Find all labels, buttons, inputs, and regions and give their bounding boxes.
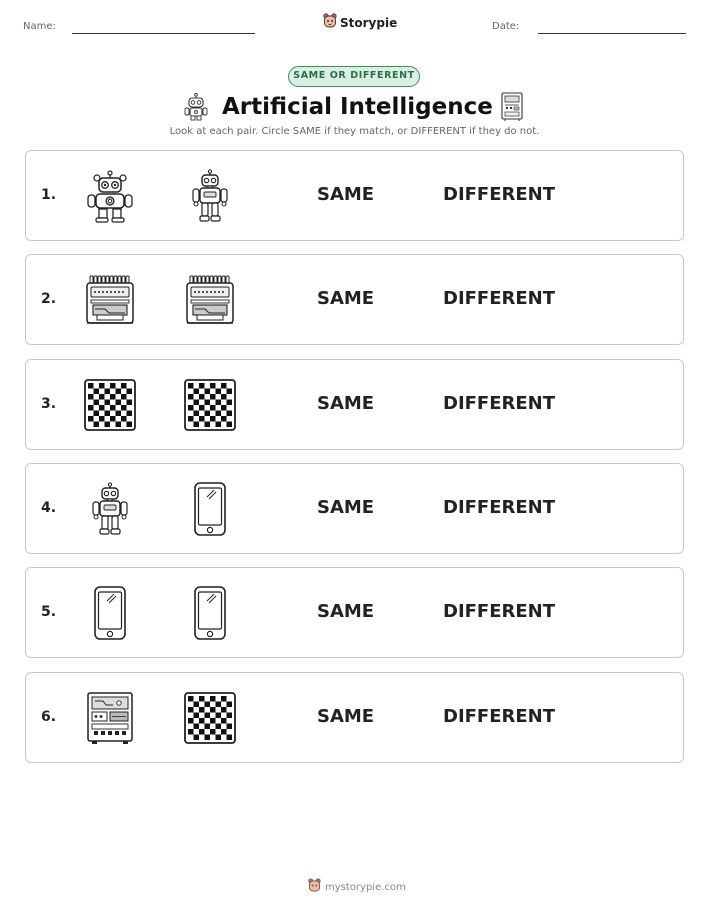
different-option[interactable]: DIFFERENT bbox=[443, 288, 556, 309]
circuit-board-icon bbox=[83, 691, 137, 745]
chessboard-icon bbox=[83, 378, 137, 432]
computer-icon bbox=[83, 273, 137, 327]
chessboard-icon bbox=[183, 691, 237, 745]
date-line[interactable] bbox=[538, 33, 686, 34]
smartphone-icon bbox=[183, 482, 237, 536]
same-option[interactable]: SAME bbox=[317, 393, 375, 414]
instructions: Look at each pair. Circle SAME if they match, or DIFFERENT if they do not. bbox=[169, 126, 540, 137]
smartphone-icon bbox=[183, 586, 237, 640]
question-row bbox=[25, 672, 684, 763]
different-option[interactable]: DIFFERENT bbox=[443, 184, 556, 205]
humanoid-robot-icon bbox=[183, 169, 237, 223]
different-option[interactable]: DIFFERENT bbox=[443, 706, 556, 727]
date-label: Date: bbox=[492, 21, 520, 32]
question-number: 1. bbox=[41, 187, 57, 203]
same-option[interactable]: SAME bbox=[317, 497, 375, 518]
question-row bbox=[25, 359, 684, 450]
title-robot-icon bbox=[183, 93, 209, 125]
page-title: Artificial Intelligence bbox=[222, 94, 493, 120]
same-option[interactable]: SAME bbox=[317, 288, 375, 309]
different-option[interactable]: DIFFERENT bbox=[443, 601, 556, 622]
different-option[interactable]: DIFFERENT bbox=[443, 393, 556, 414]
storypie-logo-icon bbox=[308, 878, 321, 896]
same-option[interactable]: SAME bbox=[317, 184, 375, 205]
title-circuit-board-icon bbox=[500, 92, 524, 126]
question-number: 4. bbox=[41, 500, 57, 516]
storypie-logo-icon bbox=[323, 13, 337, 33]
question-row bbox=[25, 150, 684, 241]
question-number: 6. bbox=[41, 709, 57, 725]
same-option[interactable]: SAME bbox=[317, 601, 375, 622]
same-option[interactable]: SAME bbox=[317, 706, 375, 727]
different-option[interactable]: DIFFERENT bbox=[443, 497, 556, 518]
question-number: 5. bbox=[41, 604, 57, 620]
worksheet-type-badge: SAME OR DIFFERENT bbox=[288, 66, 420, 87]
footer bbox=[308, 878, 406, 896]
question-number: 2. bbox=[41, 291, 57, 307]
smartphone-icon bbox=[83, 586, 137, 640]
name-label: Name: bbox=[23, 21, 56, 32]
robot-icon bbox=[83, 169, 137, 223]
computer-icon bbox=[183, 273, 237, 327]
question-row bbox=[25, 567, 684, 658]
chessboard-icon bbox=[183, 378, 237, 432]
name-line[interactable] bbox=[72, 33, 255, 34]
brand bbox=[323, 13, 397, 33]
humanoid-robot-icon bbox=[83, 482, 137, 536]
question-row bbox=[25, 254, 684, 345]
question-number: 3. bbox=[41, 396, 57, 412]
brand-name: Storypie bbox=[340, 16, 398, 30]
question-row bbox=[25, 463, 684, 554]
footer-url[interactable]: mystorypie.com bbox=[325, 881, 406, 893]
